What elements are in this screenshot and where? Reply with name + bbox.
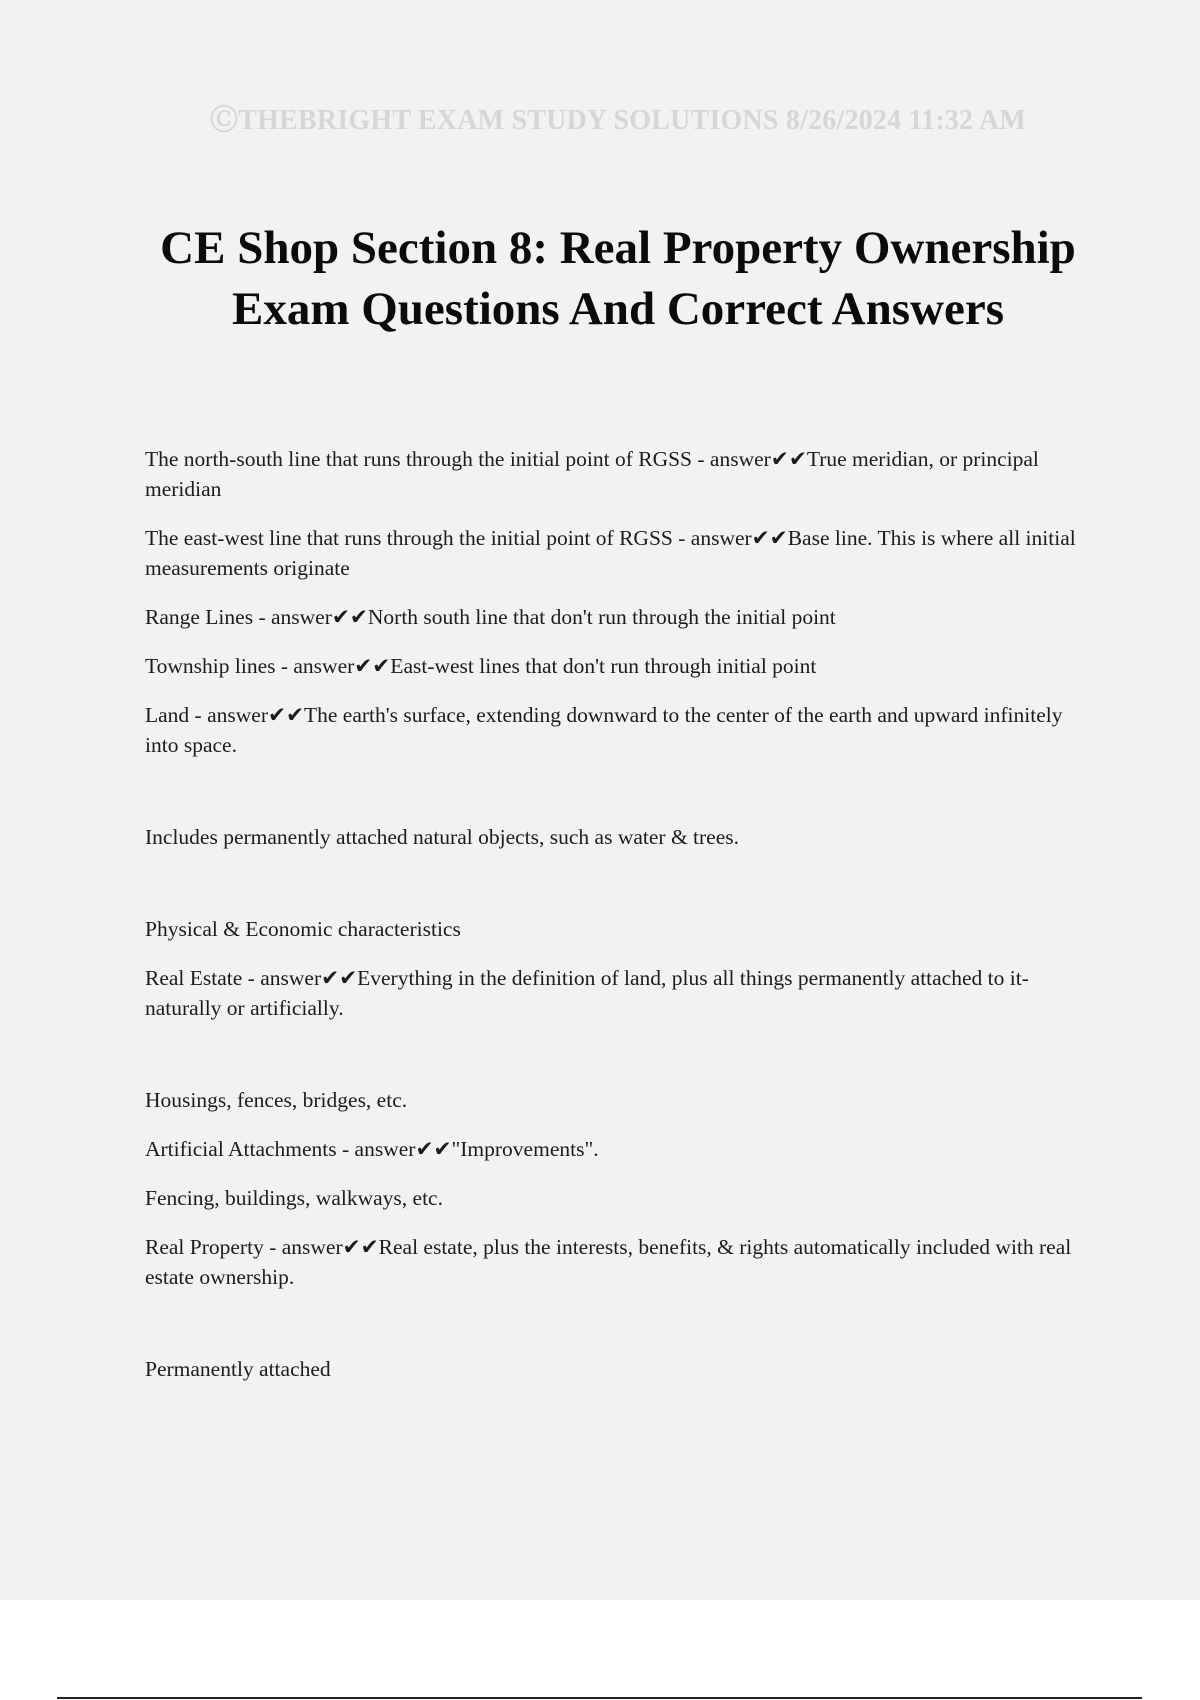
qa-paragraph: The north-south line that runs through the initial point of RGSS - answer✔✔True meridian, or principal meridian (145, 447, 1039, 501)
qa-paragraph: The east-west line that runs through the initial point of RGSS - answer✔✔Base line. This is where all initial measurements originate (145, 526, 1076, 580)
body-paragraph: Housings, fences, bridges, etc. (145, 1088, 408, 1112)
qa-paragraph: Land - answer✔✔The earth's surface, extending downward to the center of the earth and upward infinitely into space. (145, 703, 1063, 757)
body-paragraph: Permanently attached (145, 1357, 331, 1381)
body-paragraph: Fencing, buildings, walkways, etc. (145, 1186, 443, 1210)
qa-paragraph: Range Lines - answer✔✔North south line that don't run through the initial point (145, 605, 836, 629)
watermark: ⒸTHEBRIGHT EXAM STUDY SOLUTIONS 8/26/2024 11:32 AM (210, 105, 1026, 136)
page-divider (57, 1697, 1142, 1699)
qa-paragraph: Real Property - answer✔✔Real estate, plus the interests, benefits, & rights automatically included with real estate ownership. (145, 1235, 1072, 1289)
document-body (145, 444, 1095, 1403)
qa-paragraph: Township lines - answer✔✔East-west lines that don't run through initial point (145, 654, 817, 678)
qa-paragraph: Artificial Attachments - answer✔✔"Improvements". (145, 1137, 599, 1161)
body-paragraph: Includes permanently attached natural objects, such as water & trees. (145, 825, 740, 849)
body-paragraph: Physical & Economic characteristics (145, 917, 461, 941)
page-title: CE Shop Section 8: Real Property Ownership Exam Questions And Correct Answers (160, 222, 1076, 335)
qa-paragraph: Real Estate - answer✔✔Everything in the definition of land, plus all things permanently attached to it- naturally or artificially. (145, 966, 1029, 1020)
